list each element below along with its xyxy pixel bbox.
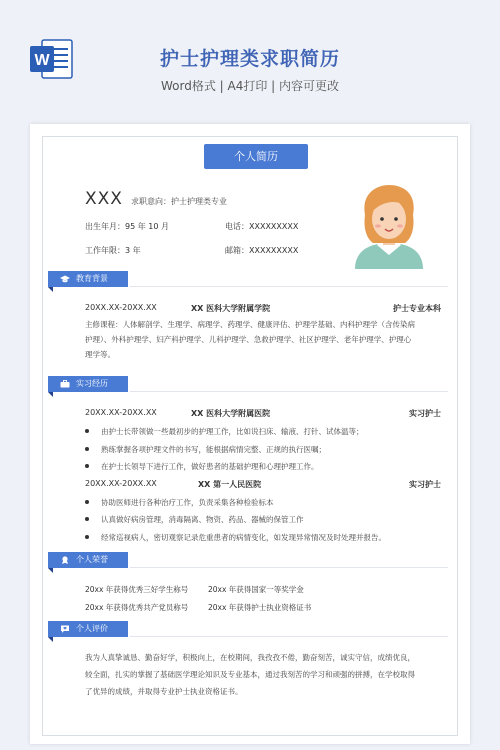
section-title-evaluation: 个人评价 bbox=[76, 624, 108, 633]
job-date: 20XX.XX-20XX.XX bbox=[85, 408, 157, 417]
candidate-name: XXX bbox=[85, 189, 123, 209]
honor-item: 20xx 年获得国家一等奖学金 bbox=[208, 585, 304, 594]
heart-chat-icon bbox=[60, 625, 70, 633]
section-tab bbox=[48, 376, 128, 392]
evaluation-line: 了优异的成绩，并取得专业护士执业资格证书。 bbox=[85, 687, 243, 696]
section-tab bbox=[48, 271, 128, 287]
section-divider bbox=[130, 636, 448, 637]
briefcase-icon bbox=[60, 380, 70, 388]
page-header bbox=[0, 0, 500, 125]
section-title-education: 教育背景 bbox=[76, 274, 108, 283]
job-role: 实习护士 bbox=[409, 409, 441, 418]
self-evaluation bbox=[85, 649, 441, 700]
section-title-experience: 实习经历 bbox=[76, 379, 108, 388]
honor-item: 20xx 年获得优秀共产党员称号 bbox=[85, 603, 189, 612]
section-tab bbox=[48, 621, 128, 637]
resume-paper bbox=[30, 124, 470, 744]
resume-frame: 个人简历 XXX 求职意向：护士护理类专业 出生年月：95 年 10 月 电话：XXXXXXXXX 工作年限：3 年 邮箱：XXXXXXXXX 教育背景 20XX.XX-20XX.XX XX 医科大学附属学院 护士专业本科 主修课程：人体解剖学、生理学、病理学、药理学、健康评估、护理学基础、内科护理学（含传染病 护理）、外科护理学、妇产科护理学、儿科护理学、急救护理学、社区护理学、老年护理学、护理心 理学等。 实习经历 20XX.XX-20XX.XX XX 医科大学附属医院 实习护士 由护士长带领做一些最初步的护理工作，比如说扫床、输液、打针、试体温等； 熟练掌握各项护理文件的书写，能根据病情完整、正规的执行医嘱； 在护士长领导下进行工作，做好患者的基础护理和心理护理工作。 20XX.XX-20XX.XX XX 第一人民医院 实习护士 协助医师进行各种治疗工作，负责采集各种检验标本 认真做好病房管理，消毒隔离、物资、药品、器械的保管工作 经常巡视病人，密切观察记录危重患者的病情变化，如发现异常情况及时处理并报告。 个人荣誉 20xx 年获得优秀三好学生称号 20xx 年获得国家一等奖学金 20xx 年获得优秀共产党员称号 20xx 年获得护士执业资格证书 个人评价 我为人真挚诚恳、勤奋好学，积极向上，在校期间，我孜孜不倦，勤奋刻苦，诚实守信，成绩优良， 较全面，扎实的掌握了基础医学理论知识及专业基本，通过我刻苦的学习和顽强的拼搏，在学校取得 了优异的成绩，并取得专业护士执业资格证书。 bbox=[42, 136, 458, 736]
section-divider bbox=[130, 567, 448, 568]
avatar bbox=[351, 181, 427, 269]
section-divider bbox=[130, 391, 448, 392]
medal-icon bbox=[60, 556, 70, 564]
section-tab bbox=[48, 552, 128, 568]
graduation-cap-icon bbox=[60, 275, 70, 283]
job-intent: 求职意向：护士护理类专业 bbox=[131, 197, 227, 206]
tab-fold bbox=[48, 392, 53, 397]
section-divider bbox=[130, 286, 448, 287]
tab-fold bbox=[48, 287, 53, 292]
edu-course-line: 理学等。 bbox=[85, 350, 115, 359]
edu-degree: 护士专业本科 bbox=[393, 304, 441, 313]
job-org: XX 医科大学附属医院 bbox=[191, 409, 271, 418]
honor-item: 20xx 年获得护士执业资格证书 bbox=[208, 603, 312, 612]
word-icon-letter: W bbox=[34, 52, 50, 69]
job-org: XX 第一人民医院 bbox=[198, 480, 262, 489]
page-title: 护士护理类求职简历 bbox=[159, 48, 340, 70]
edu-course-line: 主修课程：人体解剖学、生理学、病理学、药理学、健康评估、护理学基础、内科护理学（含传染病 bbox=[85, 320, 415, 329]
evaluation-line: 我为人真挚诚恳、勤奋好学，积极向上，在校期间，我孜孜不倦，勤奋刻苦，诚实守信，成绩优良， bbox=[85, 653, 415, 662]
email: 邮箱：XXXXXXXXX bbox=[225, 246, 299, 255]
section-evaluation-header bbox=[48, 621, 448, 637]
honor-item: 20xx 年获得优秀三好学生称号 bbox=[85, 585, 189, 594]
edu-courses bbox=[85, 317, 441, 362]
edu-date: 20XX.XX-20XX.XX bbox=[85, 303, 157, 312]
page-subtitle: Word格式 | A4打印 | 内容可更改 bbox=[160, 79, 340, 93]
section-title-honors: 个人荣誉 bbox=[76, 555, 108, 564]
edu-school: XX 医科大学附属学院 bbox=[191, 304, 271, 313]
section-education-header bbox=[48, 271, 448, 287]
phone: 电话：XXXXXXXXX bbox=[225, 222, 299, 231]
job-date: 20XX.XX-20XX.XX bbox=[85, 479, 157, 488]
section-experience-header bbox=[48, 376, 448, 392]
birth-date: 出生年月：95 年 10 月 bbox=[85, 222, 169, 231]
tab-fold bbox=[48, 637, 53, 642]
section-honors-header bbox=[48, 552, 448, 568]
job-role: 实习护士 bbox=[409, 480, 441, 489]
tab-fold bbox=[48, 568, 53, 573]
resume-title-tab: 个人简历 bbox=[204, 144, 308, 169]
edu-course-line: 护理）、外科护理学、妇产科护理学、儿科护理学、急救护理学、社区护理学、老年护理学、护理心 bbox=[85, 335, 412, 344]
work-years: 工作年限：3 年 bbox=[85, 246, 141, 255]
evaluation-line: 较全面，扎实的掌握了基础医学理论知识及专业基本，通过我刻苦的学习和顽强的拼搏，在学校取得 bbox=[85, 670, 415, 679]
